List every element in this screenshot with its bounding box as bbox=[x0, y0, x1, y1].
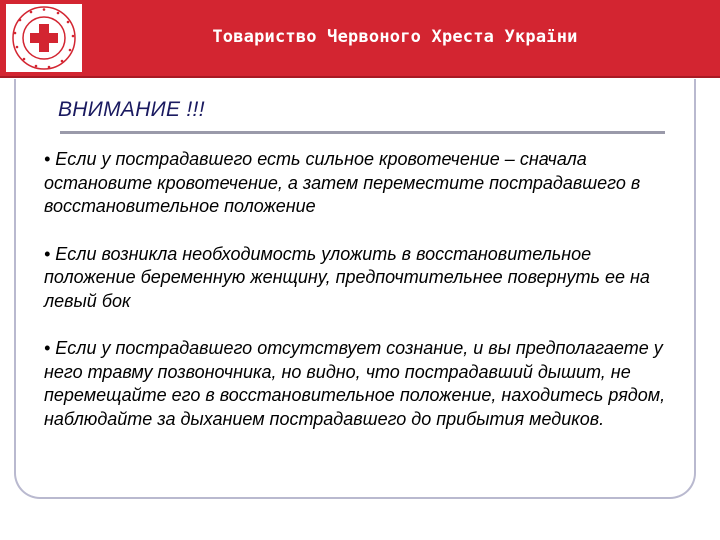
bullet-list bbox=[44, 148, 684, 455]
bullet-item: • Если у пострадавшего отсутствует сознание, и вы предполагаете у него травму позвоночника, но видно, что пострадавший дышит, не перемещайте его в восстановительное положение, находитесь рядом, наблюдайте за дыханием пострадавшего до прибытия медиков. bbox=[44, 338, 666, 429]
header-divider bbox=[0, 76, 720, 78]
red-cross-logo bbox=[6, 4, 82, 72]
heading-underline bbox=[60, 131, 665, 134]
bullet-item: • Если у пострадавшего есть сильное кровотечение – сначала остановите кровотечение, а затем переместите пострадавшего в восстановительное положение bbox=[44, 149, 641, 216]
header-bar bbox=[0, 0, 720, 78]
page-heading: ВНИМАНИЕ !!! bbox=[58, 98, 205, 121]
red-cross-emblem-icon bbox=[6, 4, 82, 72]
bullet-item: • Если возникла необходимость уложить в восстановительное положение беременную женщину, предпочтительнее повернуть ее на левый бок bbox=[44, 243, 650, 311]
organization-title: Товариство Червоного Хреста України bbox=[212, 27, 578, 47]
